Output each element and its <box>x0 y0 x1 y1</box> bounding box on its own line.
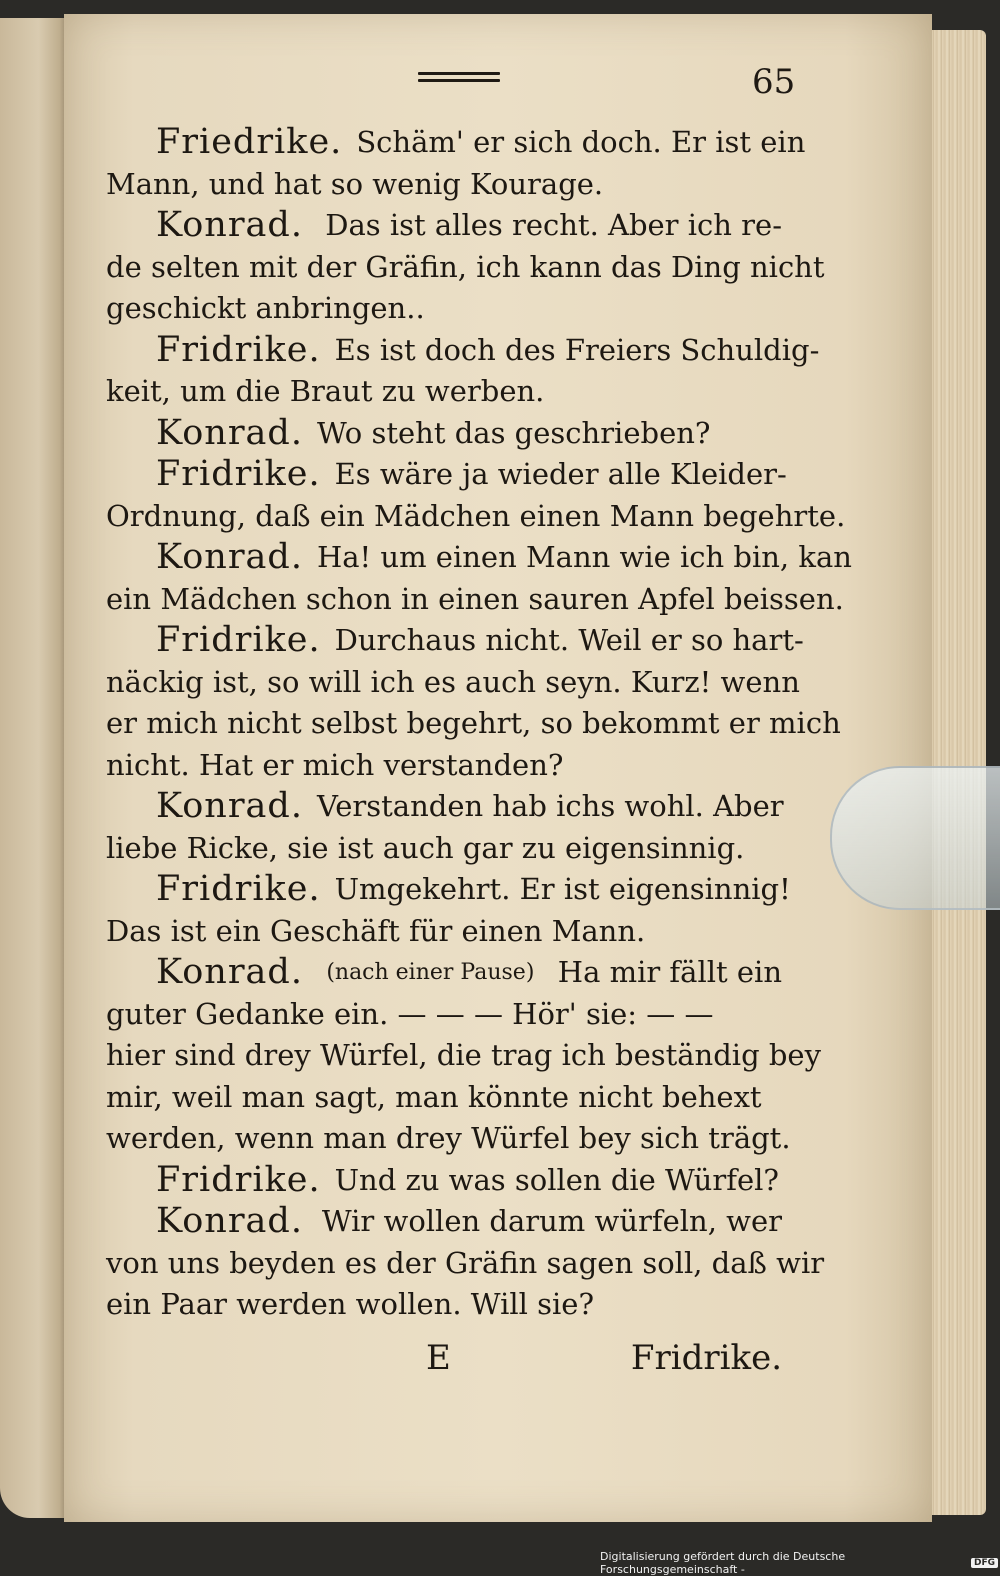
speaker-name: Konrad. <box>156 537 303 577</box>
line-text: Und zu was sollen die Würfel? <box>334 1162 779 1197</box>
line-text: hier sind drey Würfel, die trag ich beständig bey <box>106 1038 821 1072</box>
page-text <box>106 122 852 1326</box>
speaker-name: Konrad. <box>156 786 303 826</box>
text-line <box>106 537 852 579</box>
text-line <box>106 496 846 538</box>
text-line <box>106 662 800 704</box>
line-text: Mann, und hat so wenig Kourage. <box>106 166 604 201</box>
line-text: näckig ist, so will ich es auch seyn. Kurz! wenn <box>106 664 800 699</box>
glass-weight <box>830 766 1000 910</box>
digitization-footer <box>600 1550 998 1576</box>
header-rule <box>418 72 500 86</box>
text-line <box>106 786 782 828</box>
line-text: guter Gedanke ein. — — — Hör' sie: — — <box>106 996 714 1031</box>
line-text: Schäm' er sich doch. Er ist ein <box>356 125 806 159</box>
page-footer-line <box>106 1338 782 1378</box>
text-line <box>106 911 782 953</box>
text-line <box>106 828 782 870</box>
speaker-name: Konrad. <box>156 205 303 245</box>
text-line <box>106 1201 782 1243</box>
speaker-name: Fridrike. <box>156 1159 321 1200</box>
line-text: ein Paar werden wollen. Will sie? <box>106 1287 594 1321</box>
text-line <box>106 745 782 787</box>
signature-mark: E <box>426 1338 451 1378</box>
line-text: Ha! um einen Mann wie ich bin, kan <box>316 540 852 574</box>
text-line <box>106 205 782 247</box>
text-line <box>106 1160 782 1202</box>
text-line <box>106 1077 782 1119</box>
text-line <box>106 620 804 662</box>
line-text: de selten mit der Gräfin, ich kann das Ding nicht <box>106 249 825 284</box>
left-page-edge <box>0 18 70 1518</box>
line-text: Es ist doch des Freiers Schuldig- <box>334 332 820 367</box>
line-text: er mich nicht selbst begehrt, so bekommt er mich <box>106 706 841 740</box>
text-line <box>106 371 782 413</box>
text-line <box>106 1243 825 1285</box>
text-line <box>106 952 782 994</box>
speaker-name: Fridrike. <box>156 329 321 370</box>
speaker-name: Konrad. <box>156 1201 303 1241</box>
line-text: liebe Ricke, sie ist auch gar zu eigensinnig. <box>106 830 745 865</box>
text-line <box>106 869 791 911</box>
text-line <box>106 164 782 206</box>
dfg-logo: DFG <box>971 1558 998 1568</box>
line-text: Wir wollen darum würfeln, wer <box>321 1204 782 1238</box>
text-line <box>106 122 806 164</box>
page-number: 65 <box>752 62 796 102</box>
text-line <box>106 994 782 1036</box>
line-text: Ordnung, daß ein Mädchen einen Mann begehrte. <box>106 498 846 533</box>
line-text: Umgekehrt. Er ist eigensinnig! <box>334 872 791 906</box>
stage-direction: (nach einer Pause) <box>326 960 535 985</box>
text-line <box>106 579 844 621</box>
catchword: Fridrike. <box>630 1338 782 1378</box>
line-text: ein Mädchen schon in einen sauren Apfel beissen. <box>106 581 844 616</box>
text-line <box>106 454 787 496</box>
speaker-name: Friedrike. <box>156 122 343 162</box>
text-line <box>106 288 782 330</box>
text-line <box>106 413 782 455</box>
text-line <box>106 247 825 289</box>
line-text: keit, um die Braut zu werben. <box>106 374 545 408</box>
text-line <box>106 1284 782 1326</box>
line-text: Durchaus nicht. Weil er so hart- <box>334 623 804 657</box>
line-text: nicht. Hat er mich verstanden? <box>106 747 564 782</box>
text-line <box>106 703 841 745</box>
line-text: Das ist ein Geschäft für einen Mann. <box>106 913 646 948</box>
line-text: werden, wenn man drey Würfel bey sich trägt. <box>106 1121 791 1155</box>
line-text: Das ist alles recht. Aber ich re- <box>325 208 782 242</box>
speaker-name: Konrad. <box>156 952 303 992</box>
line-text: von uns beyden es der Gräfin sagen soll, daß wir <box>106 1245 825 1280</box>
speaker-name: Konrad. <box>156 412 303 453</box>
text-line <box>106 1118 791 1160</box>
line-text: mir, weil man sagt, man könnte nicht behext <box>106 1079 762 1114</box>
line-text: geschickt anbringen.. <box>106 291 425 325</box>
line-text: Verstanden hab ichs wohl. Aber <box>316 789 784 823</box>
footer-text: Digitalisierung gefördert durch die Deutsche Forschungsgemeinschaft - <box>600 1550 846 1576</box>
text-line <box>106 1035 821 1077</box>
speaker-name: Fridrike. <box>156 620 321 660</box>
speaker-name: Fridrike. <box>156 869 321 909</box>
speaker-name: Fridrike. <box>156 454 321 494</box>
line-text: Wo steht das geschrieben? <box>316 415 711 450</box>
text-line <box>106 329 820 372</box>
line-text: Es wäre ja wieder alle Kleider- <box>334 457 787 491</box>
line-text: Ha mir fällt ein <box>557 955 782 989</box>
